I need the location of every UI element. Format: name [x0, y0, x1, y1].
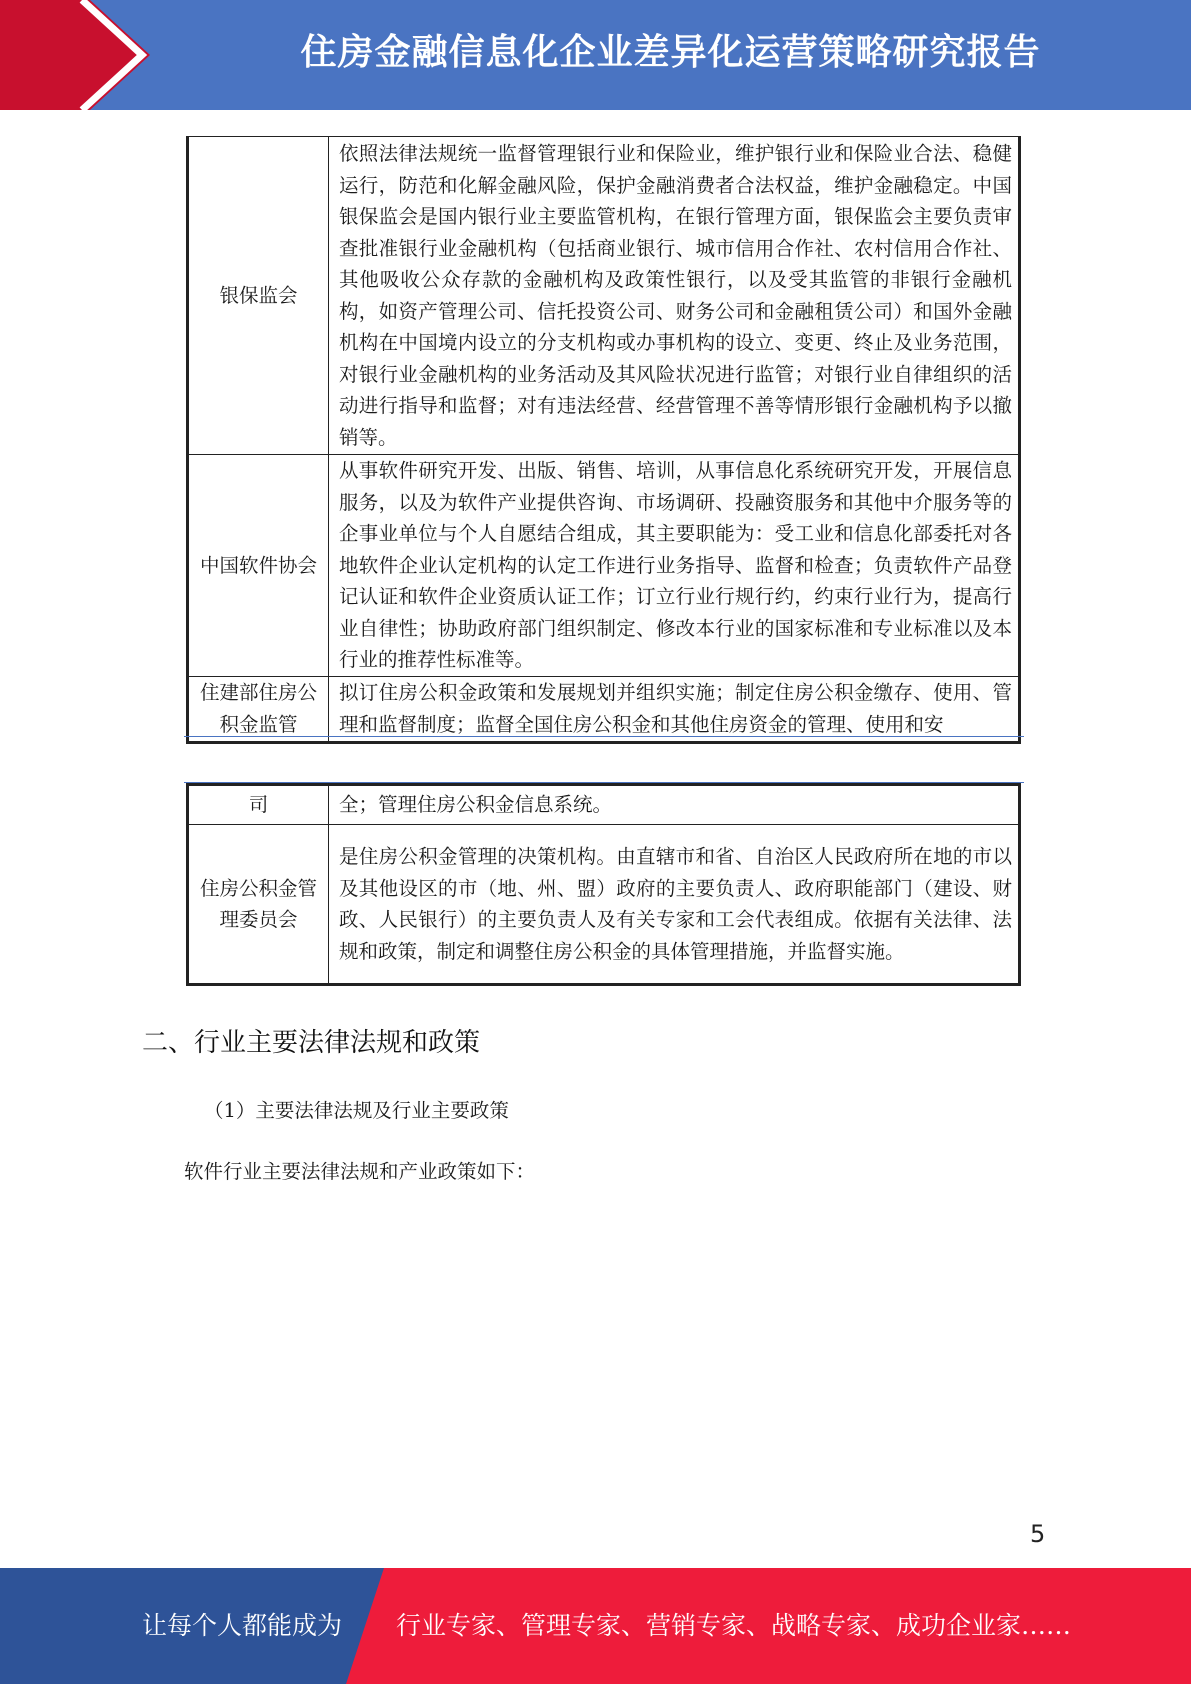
- desc-cell: 从事软件研究开发、出版、销售、培训，从事信息化系统研究开发，开展信息服务，以及为软件产业提供咨询、市场调研、投融资服务和其他中介服务等的企事业单位与个人自愿结合组成，其主要职能为：受工业和信息化部委托对各地软件企业认定机构的认定工作进行业务指导、监督和检查；负责软件产品登记认证和软件企业资质认证工作；订立行业行规行约，约束行业行为，提高行业自律性；协助政府部门组织制定、修改本行业的国家标准和专业标准以及本行业的推荐性标准等。: [329, 455, 1020, 677]
- org-cell: 司: [188, 785, 329, 825]
- body-paragraph: 软件行业主要法律法规和产业政策如下：: [184, 1160, 536, 1183]
- subheading: （1）主要法律法规及行业主要政策: [204, 1099, 509, 1122]
- regulator-table-part-1: [186, 136, 1021, 744]
- org-cell: 银保监会: [188, 137, 329, 455]
- org-cell: 住建部住房公积金监管: [188, 676, 329, 742]
- regulator-table-part-2: [186, 783, 1021, 986]
- footer-banner: [0, 1568, 1191, 1684]
- section-heading: 二、行业主要法律法规和政策: [142, 1028, 481, 1058]
- table-row: [188, 137, 1020, 455]
- table-row: [188, 785, 1020, 825]
- report-title: 住房金融信息化企业差异化运营策略研究报告: [300, 32, 1041, 73]
- org-cell: 住房公积金管理委员会: [188, 825, 329, 985]
- header-banner: [0, 0, 1191, 110]
- table-row: [188, 455, 1020, 677]
- table-row: [188, 825, 1020, 985]
- page-number: 5: [1030, 1520, 1046, 1548]
- desc-cell: 是住房公积金管理的决策机构。由直辖市和省、自治区人民政府所在地的市以及其他设区的市（地、州、盟）政府的主要负责人、政府职能部门（建设、财政、人民银行）的主要负责人及有关专家和工会代表组成。依据有关法律、法规和政策，制定和调整住房公积金的具体管理措施，并监督实施。: [329, 825, 1020, 985]
- table-row: [188, 676, 1020, 742]
- table-break-line: [184, 736, 1024, 737]
- desc-cell: 拟订住房公积金政策和发展规划并组织实施；制定住房公积金缴存、使用、管理和监督制度；监督全国住房公积金和其他住房资金的管理、使用和安: [329, 676, 1020, 742]
- desc-cell: 全；管理住房公积金信息系统。: [329, 785, 1020, 825]
- org-cell: 中国软件协会: [188, 455, 329, 677]
- footer-slogan-left: 让每个人都能成为: [142, 1611, 343, 1640]
- desc-cell: 依照法律法规统一监督管理银行业和保险业，维护银行业和保险业合法、稳健运行，防范和化解金融风险，保护金融消费者合法权益，维护金融稳定。中国银保监会是国内银行业主要监管机构，在银行管理方面，银保监会主要负责审查批准银行业金融机构（包括商业银行、城市信用合作社、农村信用合作社、其他吸收公众存款的金融机构及政策性银行，以及受其监管的非银行金融机构，如资产管理公司、信托投资公司、财务公司和金融租赁公司）和国外金融机构在中国境内设立的分支机构或办事机构的设立、变更、终止及业务范围，对银行业金融机构的业务活动及其风险状况进行监管；对银行业自律组织的活动进行指导和监督；对有违法经营、经营管理不善等情形银行金融机构予以撤销等。: [329, 137, 1020, 455]
- footer-slogan-right: 行业专家、管理专家、营销专家、战略专家、成功企业家……: [396, 1611, 1072, 1640]
